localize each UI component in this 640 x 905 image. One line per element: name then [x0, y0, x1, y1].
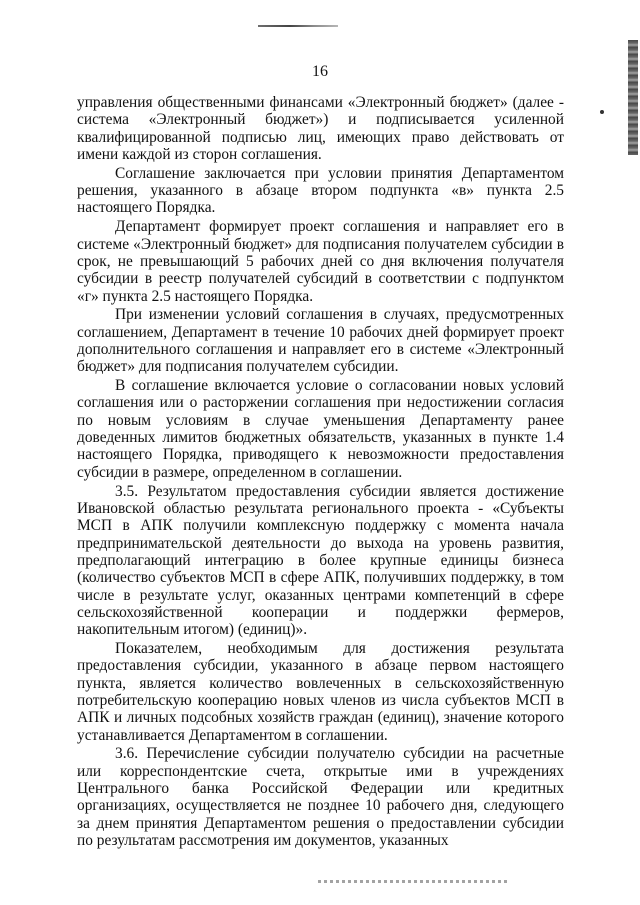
paragraph-draft-agreement: Департамент формирует проект соглашения и направляет его в системе «Электронный бюджет» для подписания получателем субсидии в срок, не превышающий 5 рабочих дней со дня включения получателя субсидии в реестр получателей субсидий в соответствии с подпунктом «г» пункта 2.5 настоящего Порядка. [77, 218, 564, 305]
paragraph-section-3-6: 3.6. Перечисление субсидии получателю субсидии на расчетные или корреспондентские счета, открытые ими в учреждениях Центрального банка Российской Федерации или кредитных организациях, осуществляется не позднее 10 рабочего дня, следующего за днем принятия Департаментом решения о предоставлении субсидии по результатам рассмотрения им документов, указанных [77, 745, 564, 850]
document-body [77, 94, 564, 851]
scan-artifact-dot [600, 110, 604, 114]
paragraph-continuation: управления общественными финансами «Электронный бюджет» (далее - система «Электронный бюджет») и подписывается усиленной квалифицированной подписью лиц, имеющих право действовать от имени каждой из сторон соглашения. [77, 94, 564, 164]
scan-artifact-bottom [318, 880, 508, 883]
paragraph-indicator: Показателем, необходимым для достижения результата предоставления субсидии, указанного в абзаце первом настоящего пункта, является количество вовлеченных в сельскохозяйственную потребительскую кооперацию новых членов из числа субъектов МСП в АПК и личных подсобных хозяйств граждан (единиц), значение которого устанавливается Департаментом в соглашении. [77, 640, 564, 744]
paragraph-section-3-5: 3.5. Результатом предоставления субсидии является достижение Ивановской областью результата регионального проекта - «Субъекты МСП в АПК получили комплексную поддержку с момента начала предпринимательской деятельности до выхода на уровень развития, предполагающий интеграцию в более крупные единицы бизнеса (количество субъектов МСП в сфере АПК, получивших поддержку, в том числе в результате услуг, оказанных центрами компетенций в сфере сельскохозяйственной кооперации и поддержки фермеров, накопительным итогом) (единиц)». [77, 482, 564, 639]
paragraph-agreement-condition: Соглашение заключается при условии принятия Департаментом решения, указанного в абзаце втором подпункта «в» пункта 2.5 настоящего Порядка. [77, 164, 564, 217]
scan-artifact-top [258, 25, 338, 27]
scan-artifact-right-edge [628, 40, 638, 155]
page-number: 16 [312, 63, 328, 80]
paragraph-agreement-changes: При изменении условий соглашения в случаях, предусмотренных соглашением, Департамент в течение 10 рабочих дней формирует проект дополнительного соглашения и направляет его в системе «Электронный бюджет» для подписания получателем субсидии. [77, 306, 564, 376]
paragraph-new-conditions: В соглашение включается условие о согласовании новых условий соглашения или о расторжении соглашения при недостижении согласия по новым условиям в случае уменьшения Департаменту ранее доведенных лимитов бюджетных обязательств, указанных в пункте 1.4 настоящего Порядка, приводящего к невозможности предоставления субсидии в размере, определенном в соглашении. [77, 377, 564, 481]
